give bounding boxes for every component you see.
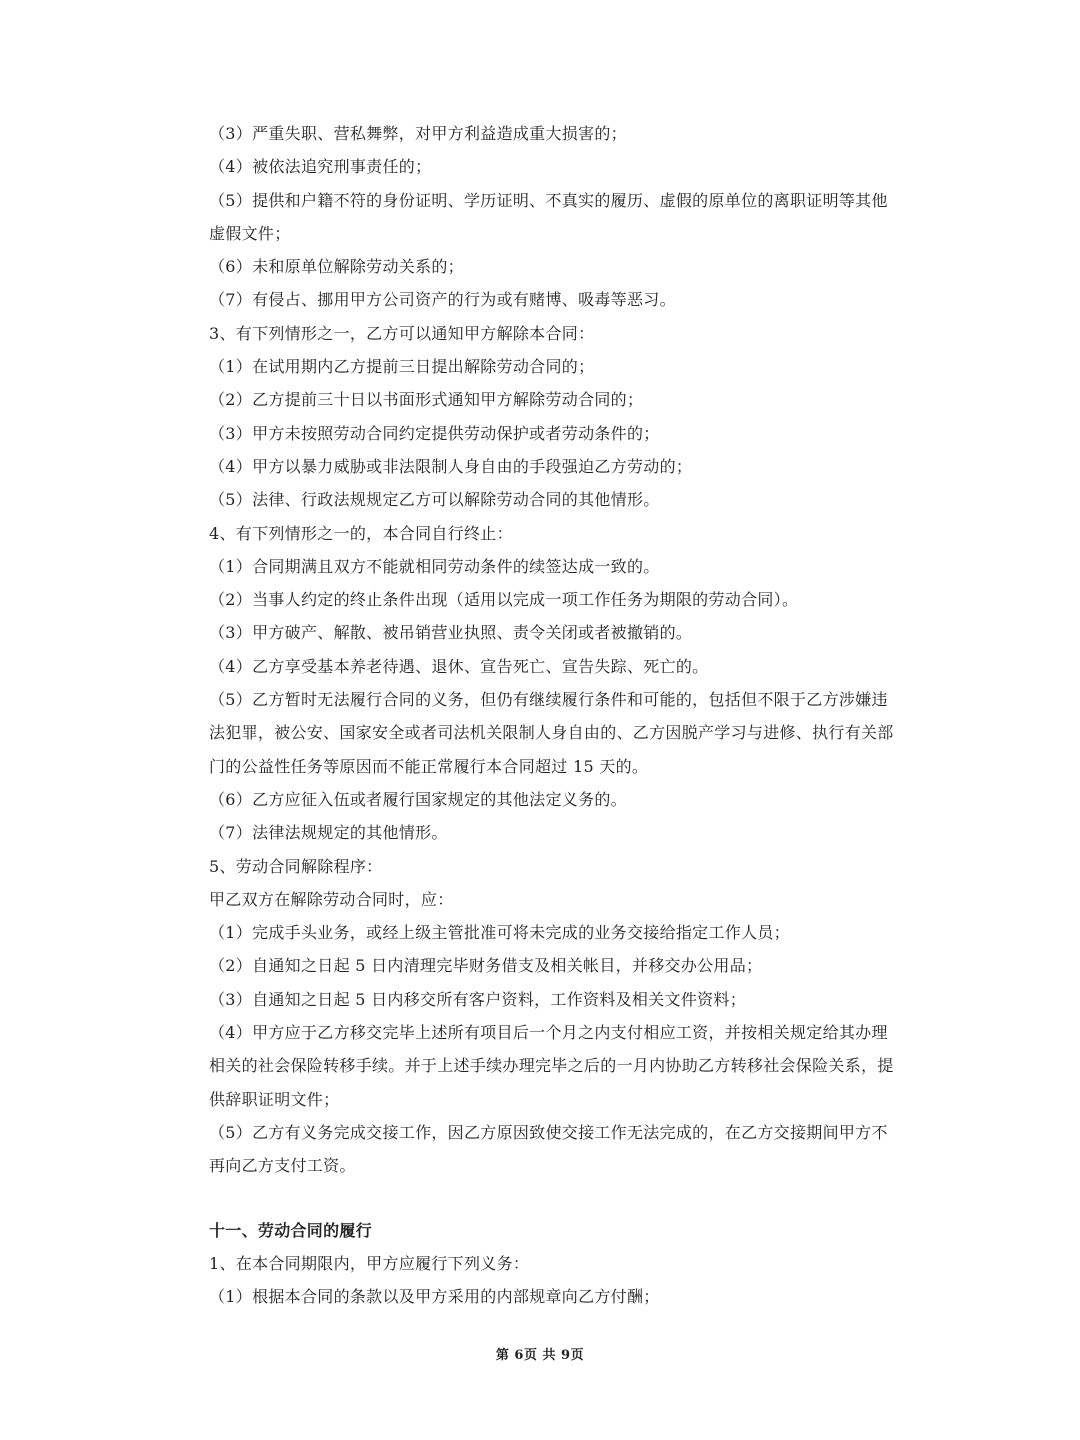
paragraph-salary-insurance: （4）甲方应于乙方移交完毕上述所有项目后一个月之内支付相应工资，并按相关规定给其办理相关的社会保险转移手续。并于上述手续办理完毕之后的一月内协助乙方转移社会保险关系，提供辞职证明文件；: [209, 1023, 894, 1109]
text-line: （1）完成手头业务，或经上级主管批准可将未完成的业务交接给指定工作人员；: [209, 923, 790, 943]
text-line: （2）乙方提前三十日以书面形式通知甲方解除劳动合同的；: [209, 390, 644, 410]
page-number-footer: 第 6页 共 9页: [495, 1348, 585, 1363]
clause-heading: 4、有下列情形之一的，本合同自行终止：: [209, 523, 513, 543]
text-line: （1）合同期满且双方不能就相同劳动条件的续签达成一致的。: [209, 556, 660, 576]
text-line: （6）乙方应征入伍或者履行国家规定的其他法定义务的。: [209, 789, 627, 809]
text-line: （2）当事人约定的终止条件出现（适用以完成一项工作任务为期限的劳动合同）。: [209, 590, 799, 610]
text-line: （3）甲方未按照劳动合同约定提供劳动保护或者劳动条件的；: [209, 423, 660, 443]
text-line: （1）根据本合同的条款以及甲方采用的内部规章向乙方付酬；: [209, 1287, 660, 1307]
clause-heading: 5、劳动合同解除程序：: [209, 856, 383, 876]
text-line: （3）甲方破产、解散、被吊销营业执照、责令关闭或者被撤销的。: [209, 623, 693, 643]
clause-heading: 1、在本合同期限内，甲方应履行下列义务：: [209, 1253, 530, 1273]
section-gap: [209, 1183, 899, 1214]
paragraph-temporary-inability: （5）乙方暂时无法履行合同的义务，但仍有继续履行条件和可能的，包括但不限于乙方涉嫌违法犯罪，被公安、国家安全或者司法机关限制人身自由的、乙方因脱产学习与进修、执行有关部门的公益性任务等原因而不能正常履行本合同超过 15 天的。: [209, 690, 894, 776]
text-line: （6）未和原单位解除劳动关系的；: [209, 257, 464, 277]
paragraph-false-documents: （5）提供和户籍不符的身份证明、学历证明、不真实的履历、虚假的原单位的离职证明等其他虚假文件；: [209, 190, 888, 243]
paragraph-handover-obligation: （5）乙方有义务完成交接工作，因乙方原因致使交接工作无法完成的，在乙方交接期间甲方不再向乙方支付工资。: [209, 1122, 888, 1176]
text-line: （4）被依法追究刑事责任的；: [209, 157, 432, 177]
text-line: （1）在试用期内乙方提前三日提出解除劳动合同的；: [209, 357, 595, 377]
section-title: 十一、劳动合同的履行: [209, 1220, 373, 1240]
text-line: 甲乙双方在解除劳动合同时，应：: [209, 889, 454, 909]
text-line: （4）甲方以暴力威胁或非法限制人身自由的手段强迫乙方劳动的；: [209, 456, 693, 476]
text-line: （3）自通知之日起 5 日内移交所有客户资料，工作资料及相关文件资料；: [209, 989, 747, 1009]
text-line: （5）法律、行政法规规定乙方可以解除劳动合同的其他情形。: [209, 490, 660, 510]
text-line: （4）乙方享受基本养老待遇、退休、宣告死亡、宣告失踪、死亡的。: [209, 656, 709, 676]
text-line: （7）法律法规规定的其他情形。: [209, 823, 448, 843]
text-line: （7）有侵占、挪用甲方公司资产的行为或有赌博、吸毒等恶习。: [209, 290, 676, 310]
clause-heading: 3、有下列情形之一，乙方可以通知甲方解除本合同：: [209, 323, 595, 343]
text-line: （2）自通知之日起 5 日内清理完毕财务借支及相关帐目，并移交办公用品；: [209, 956, 763, 976]
document-body: [209, 117, 899, 1313]
text-line: （3）严重失职、营私舞弊，对甲方利益造成重大损害的；: [209, 124, 627, 143]
